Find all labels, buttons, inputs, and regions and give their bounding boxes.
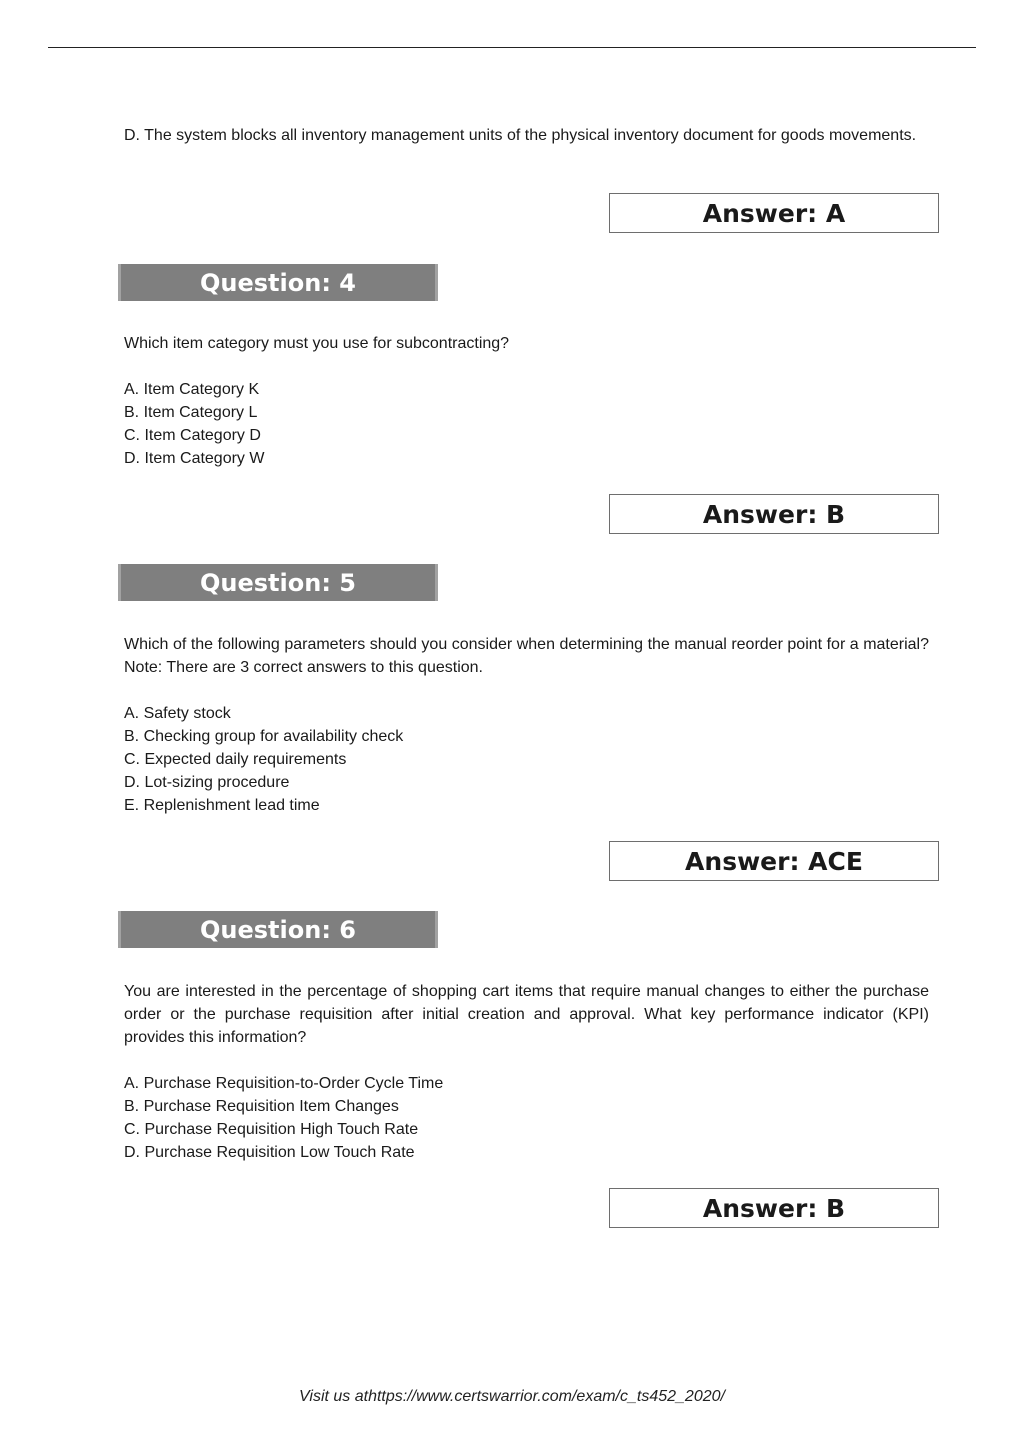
question-prompt-4: Which item category must you use for subcontracting? [124, 335, 510, 352]
options-list-6 [124, 1072, 929, 1164]
question-header-5 [118, 564, 438, 601]
question-prompt-6: You are interested in the percentage of shopping cart items that require manual changes to either the purchase order or the purchase requisition after initial creation and approval. What key performance indicator (KPI) provides this information? [124, 983, 929, 1046]
question-header-6 [118, 911, 438, 948]
answer-box-q4: Answer: B [609, 494, 939, 534]
intro-option-text: D. The system blocks all inventory management units of the physical inventory document for goods movements. [124, 127, 917, 144]
question-title: Question: 6 [200, 915, 356, 944]
option-c: C. Purchase Requisition High Touch Rate [124, 1121, 419, 1138]
option-a: A. Safety stock [124, 705, 231, 722]
question-title: Question: 4 [200, 268, 356, 297]
option-b: B. Purchase Requisition Item Changes [124, 1098, 399, 1115]
question-prompt-5: Which of the following parameters should you consider when determining the manual reorder point for a material? Note: There are 3 correct answers to this question. [124, 636, 929, 676]
question-title: Question: 5 [200, 568, 356, 597]
option-d: D. Item Category W [124, 450, 265, 467]
option-e: E. Replenishment lead time [124, 797, 320, 814]
option-c: C. Item Category D [124, 427, 261, 444]
answer-box-q5: Answer: ACE [609, 841, 939, 881]
footer-link[interactable]: Visit us athttps://www.certswarrior.com/exam/c_ts452_2020/ [299, 1388, 725, 1405]
option-d: D. Purchase Requisition Low Touch Rate [124, 1144, 415, 1161]
option-d: D. Lot-sizing procedure [124, 774, 290, 791]
options-list-4 [124, 378, 929, 470]
option-c: C. Expected daily requirements [124, 751, 347, 768]
option-a: A. Item Category K [124, 381, 260, 398]
header-rule [48, 47, 976, 48]
question-header-4 [118, 264, 438, 301]
options-list-5 [124, 702, 929, 817]
option-b: B. Item Category L [124, 404, 258, 421]
answer-box-q3: Answer: A [609, 193, 939, 233]
option-a: A. Purchase Requisition-to-Order Cycle Time [124, 1075, 444, 1092]
option-b: B. Checking group for availability check [124, 728, 404, 745]
answer-box-q6: Answer: B [609, 1188, 939, 1228]
